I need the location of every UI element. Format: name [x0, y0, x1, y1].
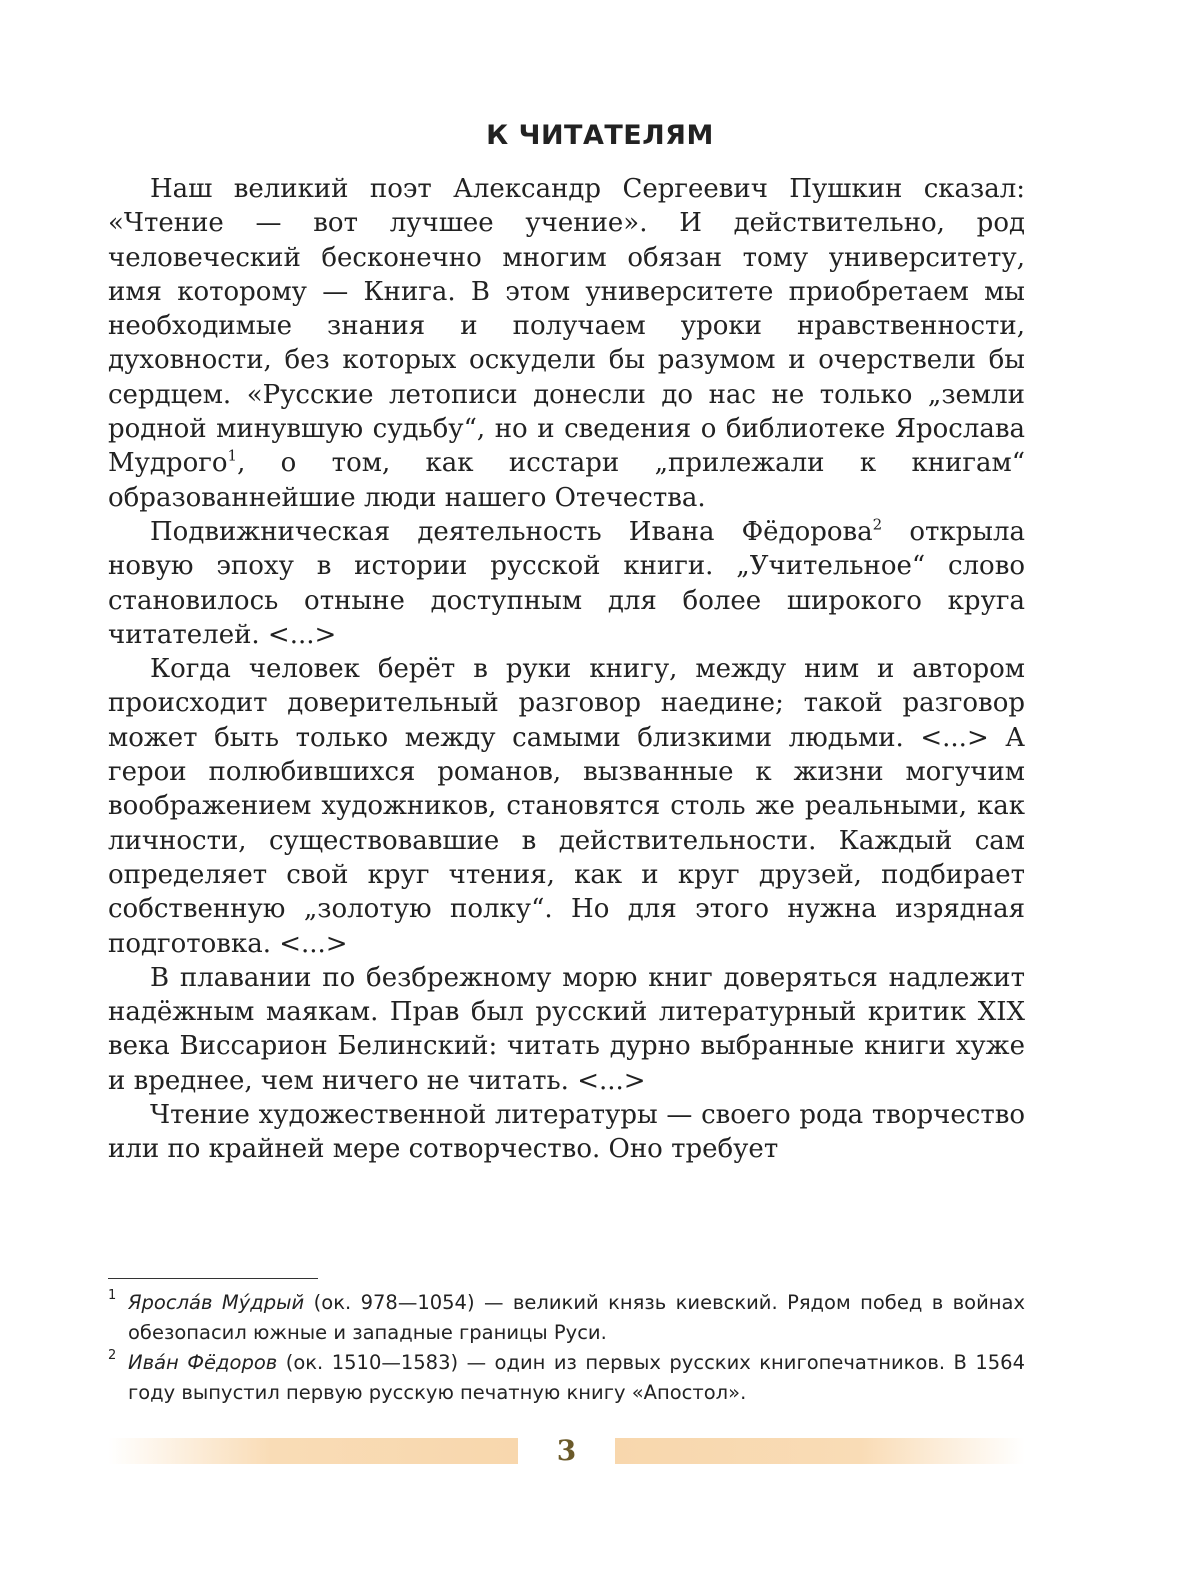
paragraph: Чтение художественной литературы — своего рода творчество или по крайней мере сотворчество. Оно требует — [108, 1100, 1025, 1165]
footnote-text: (ок. 978—1054) — великий князь киевский. Рядом побед в войнах обезопасил южные и западные границы Руси. — [128, 1291, 1025, 1344]
body-text — [108, 172, 1025, 1167]
paragraph: Когда человек берёт в руки книгу, между ним и автором происходит доверительный разговор наедине; такой разговор может быть только между самыми близкими людьми. <...> А герои полюбившихся романов, вызванные к жизни могучим воображением художников, становятся столь же реальными, как личности, существовавшие в действительности. Каждый сам определяет свой круг чтения, как и круг друзей, подбирает собственную „золотую полку“. Но для этого нужна изрядная подготовка. <...> — [108, 654, 1025, 959]
page-footer — [108, 1432, 1025, 1470]
footnotes — [108, 1288, 1025, 1408]
footnote-marker: 1 — [227, 446, 238, 465]
paragraph: В плавании по безбрежному морю книг доверяться надлежит надёжным маякам. Прав был русский литературный критик XIX века Виссарион Белинский: читать дурно выбранные книги хуже и вреднее, чем ничего не читать. <...> — [108, 962, 1025, 1096]
footnote — [108, 1288, 1025, 1348]
footnote-number: 2 — [108, 1348, 117, 1363]
footnote-text: (ок. 1510—1583) — один из первых русских книгопечатников. В 1564 году выпустил первую русскую печатную книгу «Апостол». — [128, 1351, 1025, 1404]
paragraph: Подвижническая деятельность Ивана Фёдорова$^2$ открыла новую эпоху в истории русской книги. „Учительное“ слово становилось отныне доступным для более широкого круга читателей. <...> — [108, 515, 1025, 650]
footnote-divider — [108, 1278, 318, 1279]
footnote-term: Яросла́в Му́дрый — [128, 1291, 305, 1314]
page-title: К ЧИТАТЕЛЯМ — [486, 120, 714, 151]
paragraph: Наш великий поэт Александр Сергеевич Пушкин сказал: «Чтение — вот лучшее учение». И действительно, род человеческий бесконечно многим обязан тому университету, имя которому — Книга. В этом университете приобретаем мы необходимые знания и получаем уроки нравственности, духовности, без которых оскудели бы разумом и очерствели бы сердцем. «Русские летописи донесли до нас не только „земли родной минувшую судьбу“, но и сведения о библиотеке Ярослава Мудрого$^1$, о том, как исстари „прилежали к книгам“ образованнейшие люди нашего Отечества. — [108, 174, 1025, 513]
footnote-number: 1 — [108, 1288, 117, 1303]
page-number: 3 — [556, 1434, 577, 1467]
footnote — [108, 1348, 1025, 1408]
footnote-marker: 2 — [872, 515, 883, 534]
footnote-term: Ива́н Фёдоров — [128, 1351, 278, 1374]
